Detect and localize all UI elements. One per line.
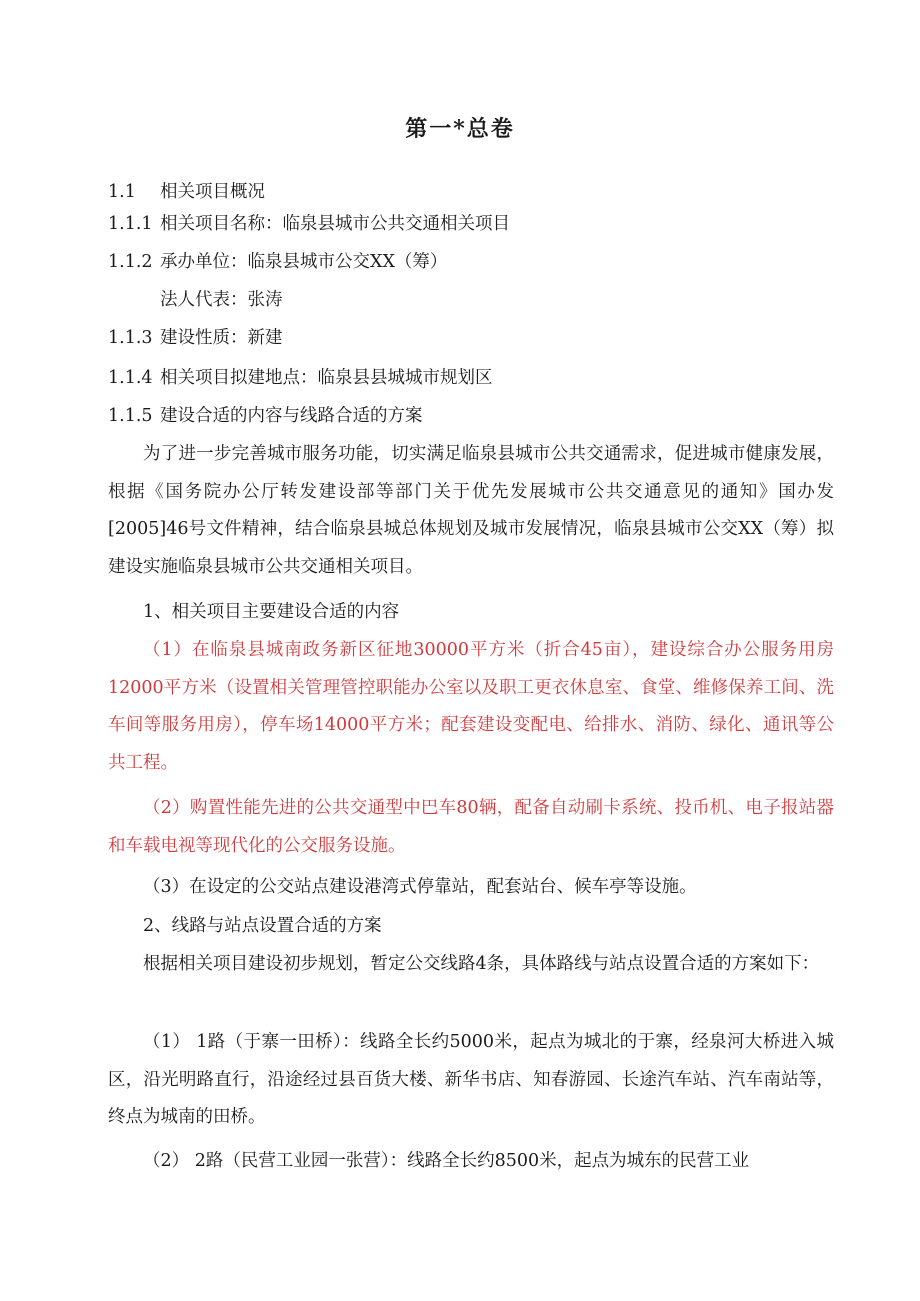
construction-item-3: （3）在设定的公交站点建设港湾式停靠站，配套站台、候车亭等设施。 <box>143 877 697 897</box>
legal-representative <box>160 288 283 312</box>
section-1-1-1 <box>108 212 510 236</box>
section-1-1 <box>108 180 265 204</box>
section-text: 相关项目拟建地点：临泉县县城城市规划区 <box>160 368 493 388</box>
section-1-1-3 <box>108 326 283 350</box>
intro-paragraph: 为了进一步完善城市服务功能，切实满足临泉县城市公共交通需求，促进城市健康发展，根据《国务院办公厅转发建设部等部门关于优先发展城市公共交通意见的通知》国办发[2005]46号文件精神，结合临泉县城总体规划及城市发展情况，临泉县城市公交XX（筹）拟建设实施临泉县城市公共交通相关项目。 <box>108 444 834 577</box>
page-title: 第一*总卷 <box>405 116 515 142</box>
section-number: 1.1.5 <box>108 406 153 426</box>
section-text: 承办单位：临泉县城市公交XX（筹） <box>160 252 448 272</box>
section-number: 1.1.4 <box>108 368 153 388</box>
heading-routes: 2、线路与站点设置合适的方案 <box>143 916 382 936</box>
section-1-1-2 <box>108 250 447 274</box>
heading-construction-content: 1、相关项目主要建设合适的内容 <box>143 602 400 622</box>
section-text: 建设合适的内容与线路合适的方案 <box>160 406 423 426</box>
section-text: 相关项目名称：临泉县城市公共交通相关项目 <box>160 214 510 234</box>
route-2: （2） 2路（民营工业园一张营）：线路全长约8500米，起点为城东的民营工业 <box>143 1151 750 1171</box>
section-number: 1.1.2 <box>108 252 153 272</box>
section-text: 法人代表：张涛 <box>160 290 283 310</box>
route-1: （1） 1路（于寨一田桥）：线路全长约5000米，起点为城北的于寨，经泉河大桥进入城区，沿光明路直行，沿途经过县百货大楼、新华书店、知春游园、长途汽车站、汽车南站等，终点为城南的田桥。 <box>108 1032 834 1127</box>
section-number: 1.1.1 <box>108 214 153 234</box>
construction-item-2: （2）购置性能先进的公共交通型中巴车80辆，配备自动刷卡系统、投币机、电子报站器和车载电视等现代化的公交服务设施。 <box>108 798 834 856</box>
section-number: 1.1.3 <box>108 328 153 348</box>
route-intro: 根据相关项目建设初步规划，暂定公交线路4条，具体路线与站点设置合适的方案如下： <box>143 954 820 974</box>
section-number: 1.1 <box>108 182 136 202</box>
section-1-1-5 <box>108 404 423 428</box>
construction-item-1: （1）在临泉县城南政务新区征地30000平方米（折合45亩），建设综合办公服务用房12000平方米（设置相关管理管控职能办公室以及职工更衣休息室、食堂、维修保养工间、洗车间等服务用房），停车场14000平方米；配套建设变配电、给排水、消防、绿化、通讯等公共工程。 <box>108 640 834 773</box>
section-text: 建设性质：新建 <box>160 328 283 348</box>
section-1-1-4 <box>108 366 493 390</box>
section-text: 相关项目概况 <box>160 182 265 202</box>
